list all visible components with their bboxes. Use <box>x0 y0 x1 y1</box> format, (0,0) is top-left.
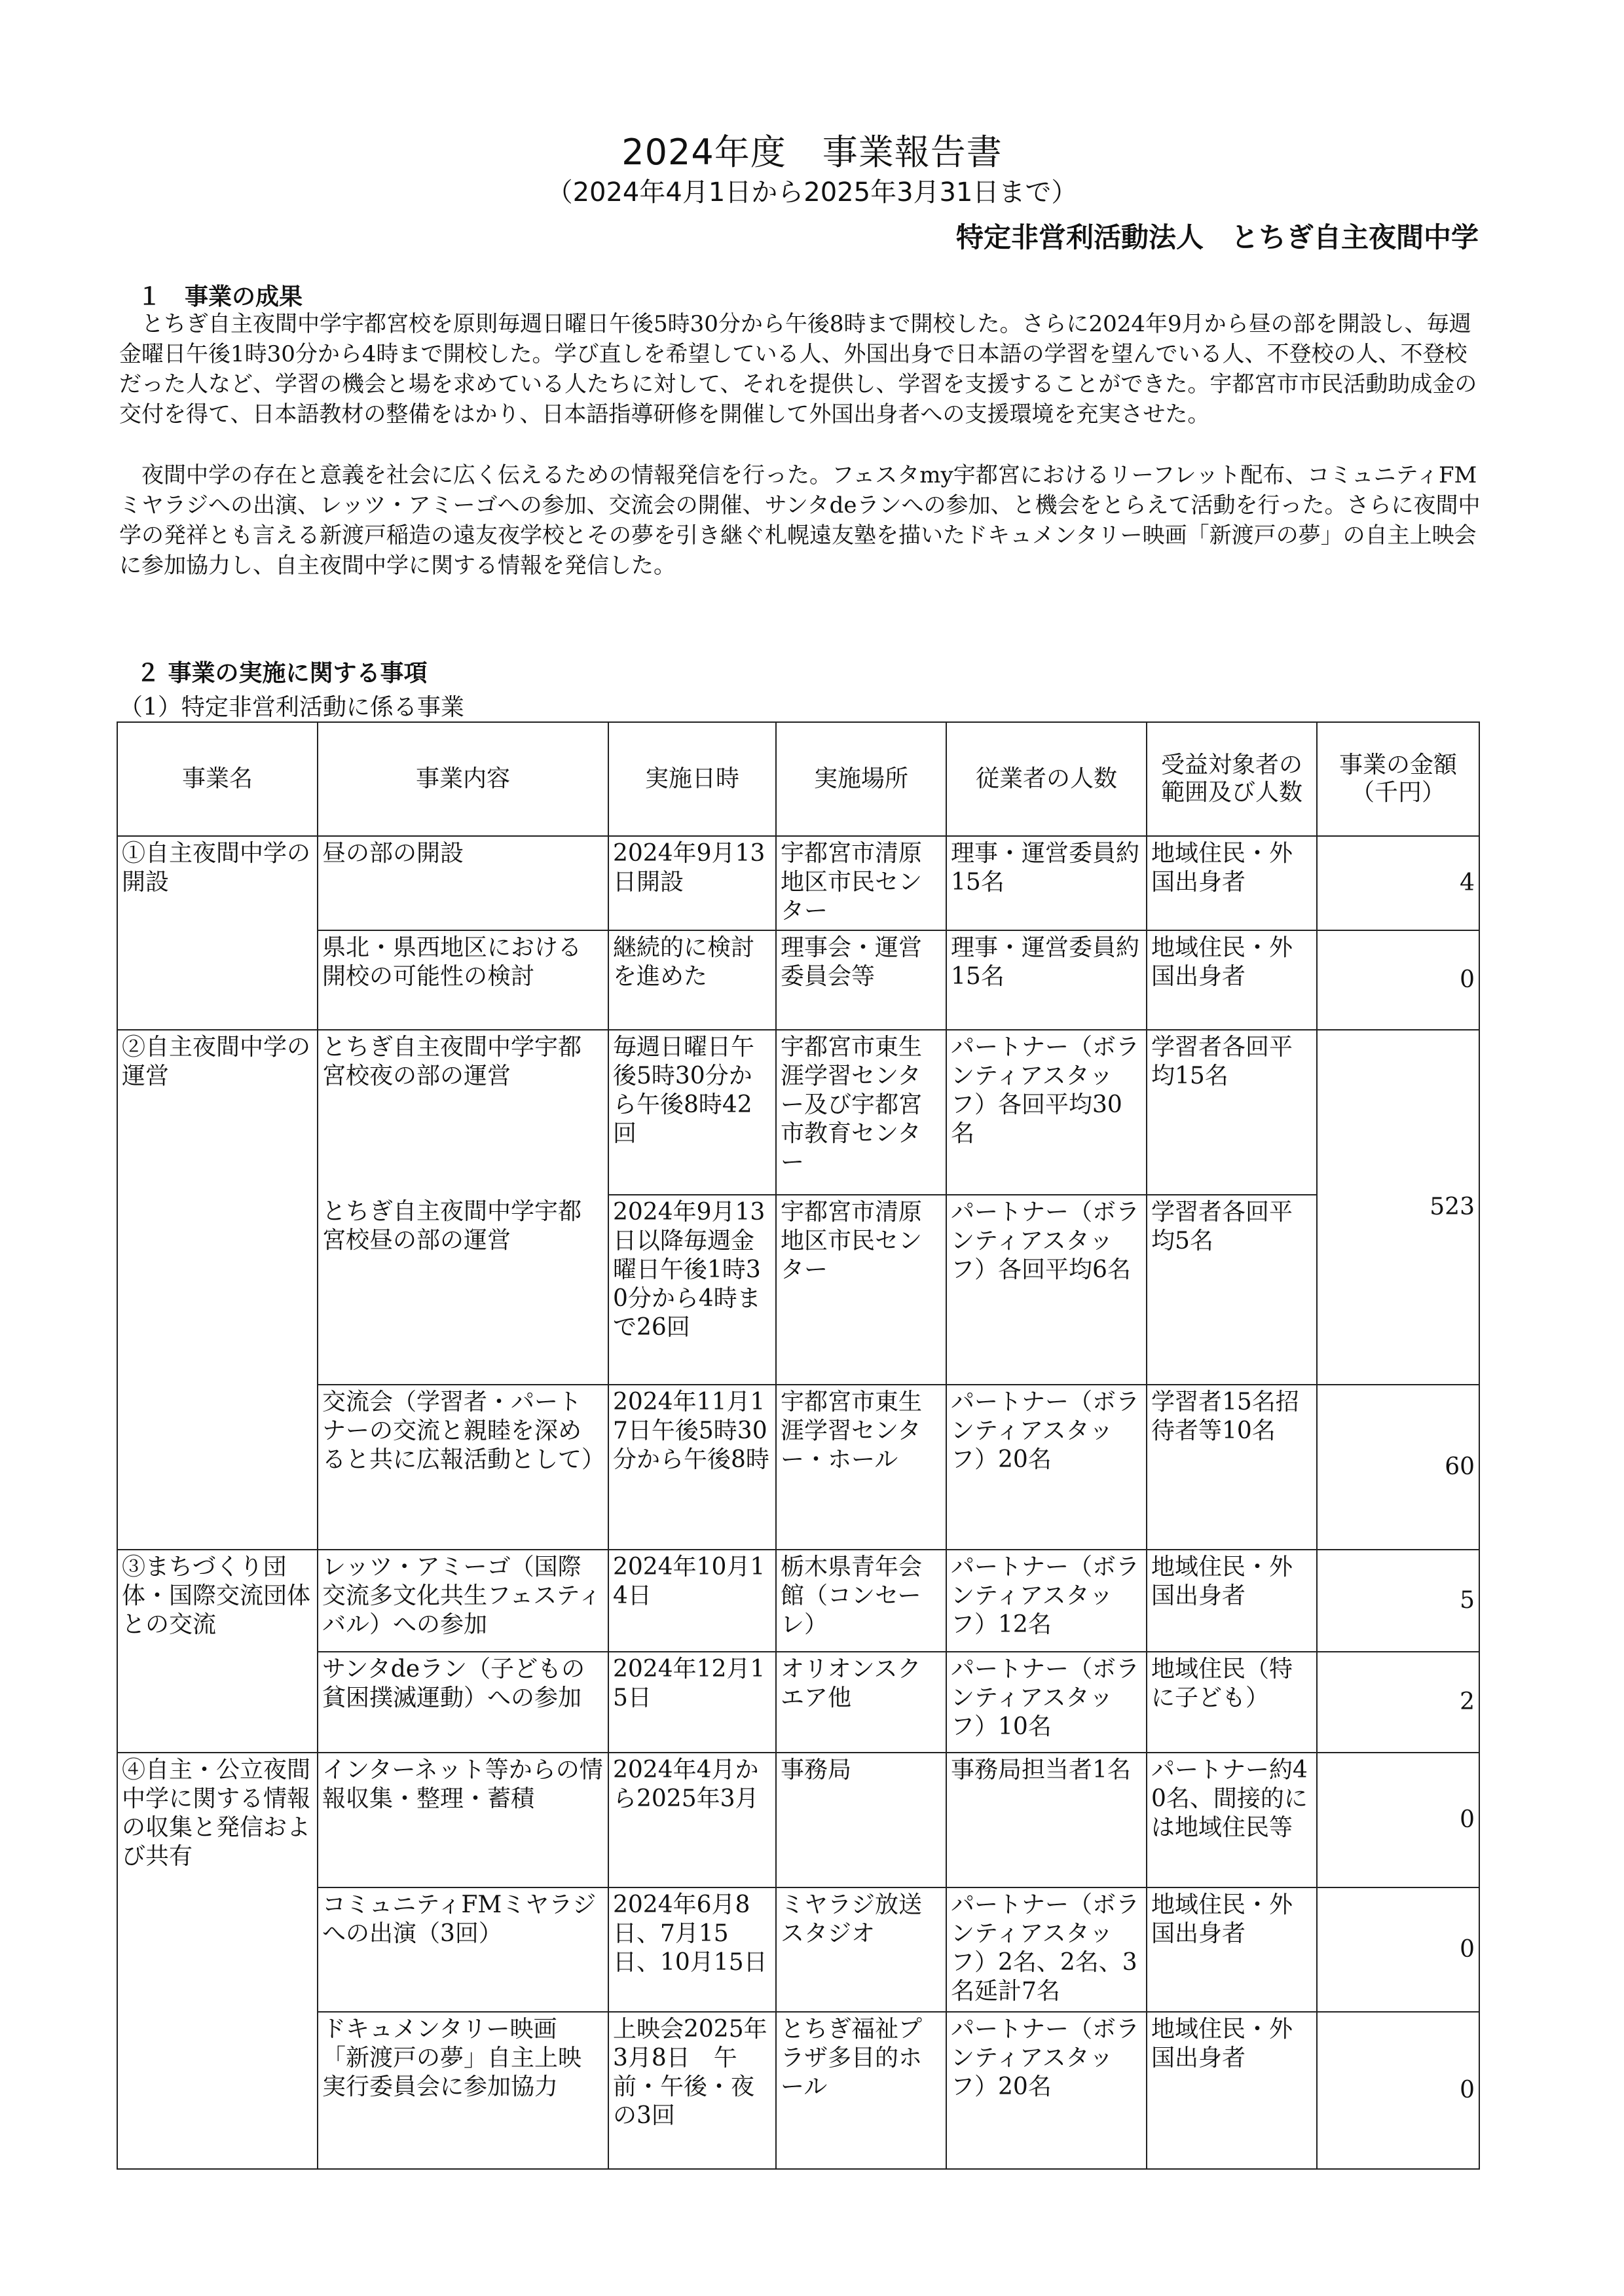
project-amount: 0 <box>1317 930 1479 1030</box>
report-period: （2024年4月1日から2025年3月31日まで） <box>546 177 1078 208</box>
project-staff: 理事・運営委員約15名 <box>946 836 1147 930</box>
project-amount: 60 <box>1317 1385 1479 1550</box>
project-target: 学習者各回平均5名 <box>1147 1195 1317 1385</box>
project-place: 事務局 <box>776 1753 946 1887</box>
project-name: ①自主夜間中学の開設 <box>117 836 318 1030</box>
project-staff: パートナー（ボランティアスタッフ）各回平均6名 <box>946 1195 1147 1385</box>
project-amount: 0 <box>1317 2012 1479 2169</box>
project-content: とちぎ自主夜間中学宇都宮校夜の部の運営 <box>318 1030 608 1195</box>
header-target: 受益対象者の範囲及び人数 <box>1147 722 1317 836</box>
project-date: 2024年6月8日、7月15日、10月15日 <box>608 1887 776 2012</box>
project-place: 宇都宮市清原地区市民センター <box>776 1195 946 1385</box>
project-amount: 0 <box>1317 1887 1479 2012</box>
project-target: 地域住民・外国出身者 <box>1147 2012 1317 2169</box>
project-staff: 事務局担当者1名 <box>946 1753 1147 1887</box>
project-place: 宇都宮市清原地区市民センター <box>776 836 946 930</box>
project-name: ③まちづくり団体・国際交流団体との交流 <box>117 1550 318 1753</box>
project-date: 2024年4月から2025年3月 <box>608 1753 776 1887</box>
project-content: 県北・県西地区における開校の可能性の検討 <box>318 930 608 1030</box>
section-2-subheading: （1）特定非営利活動に係る事業 <box>119 694 464 721</box>
project-content: ドキュメンタリー映画「新渡戸の夢」自主上映実行委員会に参加協力 <box>318 2012 608 2169</box>
section-1-heading: １ 事業の成果 <box>138 283 303 310</box>
project-place: 栃木県青年会館（コンセーレ） <box>776 1550 946 1652</box>
table-row <box>117 1753 1479 1887</box>
project-name: ②自主夜間中学の運営 <box>117 1030 318 1550</box>
project-amount: 0 <box>1317 1753 1479 1887</box>
header-amount: 事業の金額（千円） <box>1317 722 1479 836</box>
project-date: 2024年9月13日以降毎週金曜日午後1時30分から4時まで26回 <box>608 1195 776 1385</box>
table-row <box>117 1652 1479 1753</box>
table-header-row <box>117 722 1479 836</box>
project-place: 宇都宮市東生涯学習センター・ホール <box>776 1385 946 1550</box>
project-amount: 2 <box>1317 1652 1479 1753</box>
table-row <box>117 1550 1479 1652</box>
project-content: 交流会（学習者・パートナーの交流と親睦を深めると共に広報活動として） <box>318 1385 608 1550</box>
project-name: ④自主・公立夜間中学に関する情報の収集と発信および共有 <box>117 1753 318 2169</box>
project-amount: 5 <box>1317 1550 1479 1652</box>
project-amount: 523 <box>1317 1030 1479 1385</box>
project-target: 学習者各回平均15名 <box>1147 1030 1317 1195</box>
project-staff: 理事・運営委員約15名 <box>946 930 1147 1030</box>
project-staff: パートナー（ボランティアスタッフ）10名 <box>946 1652 1147 1753</box>
project-staff: パートナー（ボランティアスタッフ）20名 <box>946 2012 1147 2169</box>
project-place: 宇都宮市東生涯学習センター及び宇都宮市教育センター <box>776 1030 946 1195</box>
table-row <box>117 1195 1479 1385</box>
project-date: 2024年11月17日午後5時30分から午後8時 <box>608 1385 776 1550</box>
header-staff: 従業者の人数 <box>946 722 1147 836</box>
project-place: とちぎ福祉プラザ多目的ホール <box>776 2012 946 2169</box>
project-target: 地域住民・外国出身者 <box>1147 1887 1317 2012</box>
project-content: レッツ・アミーゴ（国際交流多文化共生フェスティバル）への参加 <box>318 1550 608 1652</box>
section-1-paragraph-2: 夜間中学の存在と意義を社会に広く伝えるための情報発信を行った。フェスタmy宇都宮におけるリーフレット配布、コミュニティFMミヤラジへの出演、レッツ・アミーゴへの参加、交流会の開催、サンタdeランへの参加、と機会をとらえて活動を行った。さらに夜間中学の発祥とも言える新渡戸稲造の遠友夜学校とその夢を引き継ぐ札幌遠友塾を描いたドキュメンタリー映画「新渡戸の夢」の自主上映会に参加協力し、自主夜間中学に関する情報を発信した。 <box>119 462 1481 579</box>
project-staff: パートナー（ボランティアスタッフ）各回平均30名 <box>946 1030 1147 1195</box>
project-date: 2024年9月13日開設 <box>608 836 776 930</box>
table-row <box>117 1385 1479 1550</box>
project-target: 地域住民・外国出身者 <box>1147 836 1317 930</box>
project-staff: パートナー（ボランティアスタッフ）2名、2名、3名延計7名 <box>946 1887 1147 2012</box>
header-name: 事業名 <box>117 722 318 836</box>
table-row <box>117 1887 1479 2012</box>
project-target: 地域住民・外国出身者 <box>1147 1550 1317 1652</box>
table-row <box>117 2012 1479 2169</box>
project-staff: パートナー（ボランティアスタッフ）20名 <box>946 1385 1147 1550</box>
project-date: 2024年12月15日 <box>608 1652 776 1753</box>
header-place: 実施場所 <box>776 722 946 836</box>
project-place: 理事会・運営委員会等 <box>776 930 946 1030</box>
project-content: コミュニティFMミヤラジへの出演（3回） <box>318 1887 608 2012</box>
header-content: 事業内容 <box>318 722 608 836</box>
project-date: 毎週日曜日午後5時30分から午後8時42回 <box>608 1030 776 1195</box>
project-date: 2024年10月14日 <box>608 1550 776 1652</box>
table-row <box>117 836 1479 930</box>
project-date: 継続的に検討を進めた <box>608 930 776 1030</box>
header-date: 実施日時 <box>608 722 776 836</box>
project-place: オリオンスクエア他 <box>776 1652 946 1753</box>
organization-name: 特定非営利活動法人 とちぎ自主夜間中学 <box>955 221 1479 253</box>
table-row <box>117 1030 1479 1195</box>
project-date: 上映会2025年3月8日 午前・午後・夜の3回 <box>608 2012 776 2169</box>
table-row <box>117 930 1479 1030</box>
project-place: ミヤラジ放送スタジオ <box>776 1887 946 2012</box>
project-content: インターネット等からの情報収集・整理・蓄積 <box>318 1753 608 1887</box>
project-target: パートナー約40名、間接的には地域住民等 <box>1147 1753 1317 1887</box>
section-2-heading: ２ 事業の実施に関する事項 <box>136 660 428 687</box>
project-target: 地域住民・外国出身者 <box>1147 930 1317 1030</box>
project-amount: 4 <box>1317 836 1479 930</box>
project-target: 学習者15名招待者等10名 <box>1147 1385 1317 1550</box>
project-staff: パートナー（ボランティアスタッフ）12名 <box>946 1550 1147 1652</box>
section-1-paragraph-1: とちぎ自主夜間中学宇都宮校を原則毎週日曜日午後5時30分から午後8時まで開校した。さらに2024年9月から昼の部を開設し、毎週金曜日午後1時30分から4時まで開校した。学び直しを希望している人、外国出身で日本語の学習を望んでいる人、不登校の人、不登校だった人など、学習の機会と場を求めている人たちに対して、それを提供し、学習を支援することができた。宇都宮市市民活動助成金の交付を得て、日本語教材の整備をはかり、日本語指導研修を開催して外国出身者への支援環境を充実させた。 <box>119 311 1477 428</box>
project-content: 昼の部の開設 <box>318 836 608 930</box>
project-content: サンタdeラン（子どもの貧困撲滅運動）への参加 <box>318 1652 608 1753</box>
activities-table <box>117 721 1480 2170</box>
document-title: 2024年度 事業報告書 <box>621 132 1003 173</box>
project-content: とちぎ自主夜間中学宇都宮校昼の部の運営 <box>318 1195 608 1385</box>
project-target: 地域住民（特に子ども） <box>1147 1652 1317 1753</box>
